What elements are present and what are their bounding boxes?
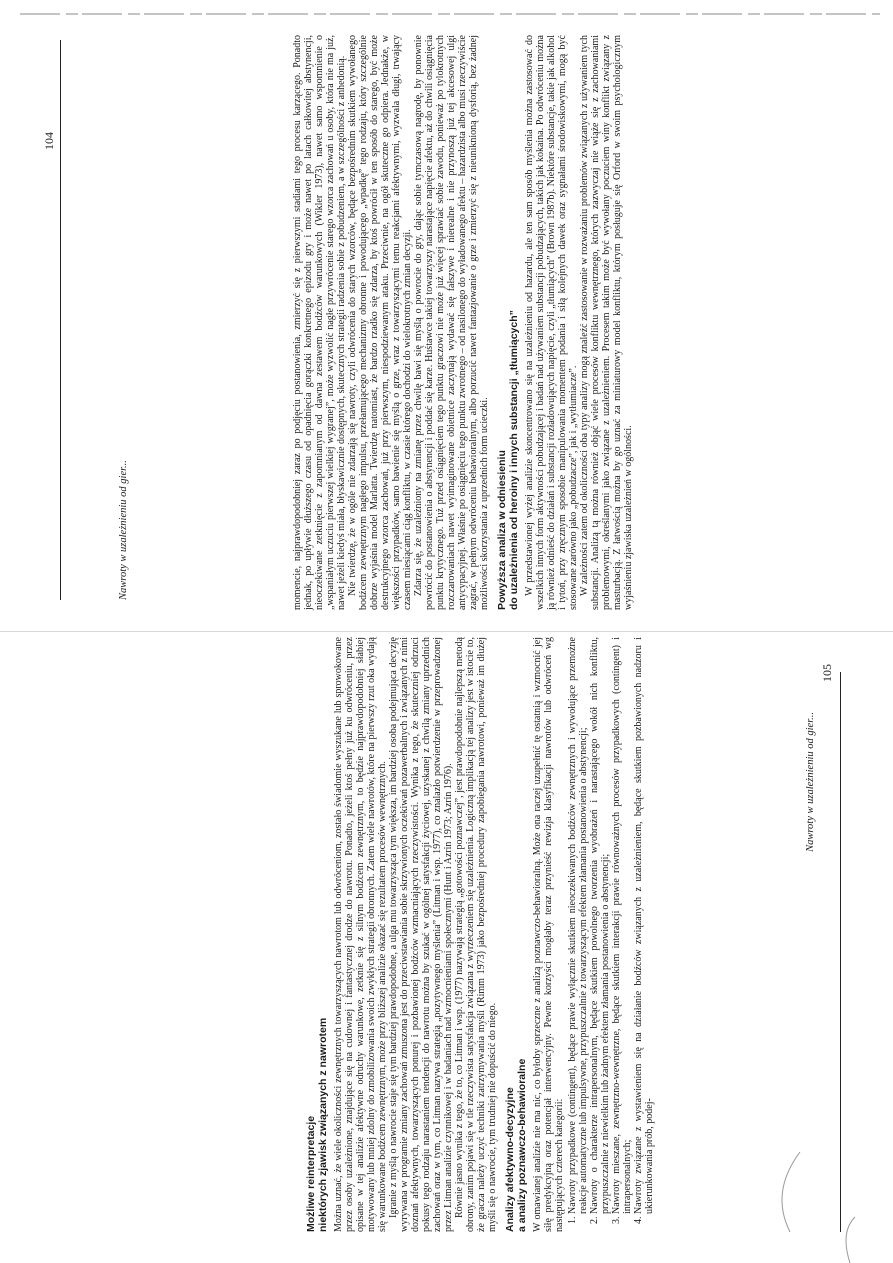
- section-heading: [504, 637, 528, 1232]
- page-number: 105: [820, 664, 834, 682]
- section-heading-line: do uzależnienia od heroiny i innych substancji „tłumiących”: [508, 310, 520, 610]
- paragraph: momencie, najprawdopodobniej zaraz po podjęciu postanowienia, zmierzyć się z pierwszymi stadiami tego procesu karzącego. Ponadto jednak, po upływie dłuższego czasu od opadnięcia gorączki konkretnego epizodu gry i może nawet po latach całkowitej abstynencji, nieoczekiwane zetknięcie z zapomnianym od dawna zestawem bodźców warunkowych (Wikler 1973), nawet samo wspomnienie o „wspaniałym uczuciu pierwszej wielkiej wygranej”, może wyzwolić nagłe przywrócenie starego wzorca zachowań u osoby, która nie ma już, nawet jeżeli kiedyś miała, błyskawicznie dostępnych, skutecznych strategii radzenia sobie z pobudzeniem, a w szczególności z anhedonią.: [292, 35, 347, 610]
- paragraph: Igranie z myślą o nawrocie staje się tym bardziej prawdopodobne, a ulga mu towarzysząca tym większa, im bardziej osoba podejmująca decyzję wyrywana w programie zmiany zachowań zmuszona jest do przeciwstawiania sobie skrzywionych oczekiwań pozawerbalnych i związanych z nimi doznań afektywnych, towarzyszących ponurej i pozbawionej bodźców wzmacniających rzeczywistości. Wynika z tego, że skuteczniej odrzuci pokusy tego rodzaju narastaniem tendencji do nawrotu można by szukać w ogólnej satysfakcji życiowej, uzyskanej z chwilą zmiany uprzednich zachowań oraz w tym, co Litman nazywa strategią „pozytywnego myślenia” (Litman i wsp. 1977), co znalazło potwierdzenie w przeprowadzonej przez Litman analizie czynnikowej i w badaniach nad wzmocnieniami społecznymi (Hunt i Azrin 1973; Azrin 1976).: [388, 637, 454, 1232]
- section-heading-line: a analizy poznawczo-behawioralne: [516, 1058, 528, 1232]
- list-item: 2. Nawroty o charakterze intrapersonalnym, będące skutkiem powolnego tworzenia wyobrażeń i narastającego wokół nich konfliktu, przypuszczalnie z niewielkim lub żadnym efektem złamania postanowienia o abstynencji;: [589, 637, 611, 1214]
- section-heading-line: niektórych zjawisk związanych z nawrotem: [317, 1017, 329, 1232]
- paragraph: Zdarza się, że uzależniony na zmianę przez chwilę bawi się myślą o powrocie do gry, dając sobie tymczasową nagrodę, by ponownie powrócić do postanowienia o abstynencji i poddać się karze. Huśtawce takiej towarzyszy narastające napięcie afektu, aż do chwili osiągnięcia punktu krytycznego. Tuż przed osiągnięciem tego punktu graczowi nie może już więcej sprawiać sobie zawodu, ponieważ po tylokrotnych rozczarowaniach nawet wyimaginowane obietnice zaczynają wydawać się fałszywe i nierealne i nie przynoszą już tej akcesowej ulgi antycypacyjnej. Właśnie po osiągnięciu tego punktu zwrotnego – od nasilonego do wyładowanego afektu – hazardzista albo musi rzeczywiście zagrać, w pełnym odwróceniu behawioralnym, albo porzucić nawet fantazjowanie o grze i zmierzyć się z nieuniknioną dysforią, bez żadnej możliwości skorzystania z uprzednich form ucieczki.: [413, 35, 490, 610]
- section-heading: [496, 35, 520, 610]
- page-number: 104: [42, 132, 56, 150]
- running-header: Nawroty w uzależnieniu od gier...: [805, 712, 816, 852]
- list-item: 1. Nawroty przypadkowe (contingent), będące prawie wyłącznie skutkiem nieoczekiwanych bodźców zewnętrznych i wywołujące przemożne reakcje automatyczne lub impulsywne, przypuszczalnie z towarzyszącym efektem złamania postanowienia o abstynencji;: [567, 637, 589, 1214]
- paragraph: Równie jasno wynika z tego, że to, co Litman i wsp. (1977) nazywają strategią „gotowości poznawczej”, jest prawdopodobnie najlepszą metodą obrony, zanim pojawi się w tle rzeczywista satysfakcja związana z wyrzeczeniem się uzależnienia. Logiczną implikacją tej analizy jest w istocie to, że gracza należy uczyć techniki zatrzymywania myśli (Rimm 1973) jako bezpośredniej procedury zapobiegania nawrotowi, ponieważ im dłużej myśli się o nawrocie, tym trudniej nie dopuścić do niego.: [454, 637, 498, 1232]
- page-105: [0, 632, 893, 1263]
- page-rule: [60, 40, 61, 600]
- paragraph: W omawianej analizie nie ma nic, co byłoby sprzeczne z analizą poznawczo-behawioralną. Może ona raczej uzupełnić tę ostatnią i wzmocnić jej siłę predykcyjną oraz potencjał interwencyjny. Pewne korzyści mogłaby teraz przynieść rewizja klasyfikacji nawrotów lub odwróceń wg następujących czterech kategorii:: [532, 637, 565, 1232]
- body-text: [305, 637, 815, 1232]
- section-heading: [305, 637, 329, 1232]
- paragraph: Nie twierdzę, że w ogóle nie zdarzają się nawroty, czyli odwrócenia do starych wzorców, będące bezpośrednim skutkiem wywołanego bodźcem zewnętrznym nagłego impulsu, przełamującego mechanizmy obronne i powodującego „wpadkę” tego rodzaju, który szczególnie dobrze wyjaśnia model Marlatta. Twierdzę natomiast, że bardzo rzadko się zdarza, by ktoś powrócił w ten sposób do starego, być może destrukcyjnego wzorca zachowań, już przy pierwszym, niespodziewanym ataku. Przeciwnie, na ogół skuteczne go odpiera. Jednakże, w większości przypadków, samo bawienie się myślą o grze, wraz z towarzyszącymi temu reakcjami afektywnymi, wyzwala długi, trwający czasem miesiącami ciąg konfliktu, w czasie którego dochodzi do wielokrotnych zmian decyzji.: [347, 35, 413, 610]
- list-item: 4. Nawroty związane z wystawieniem się na działanie bodźców związanych z uzależnieniem, będące skutkiem pozbawionych nadzoru i ukierunkowania prób, podej-: [633, 637, 655, 1214]
- paragraph: W zależności zatem od okoliczności oba typy analizy mogą znaleźć zastosowanie w rozważaniu problemów związanych z używaniem tych substancji. Analizą tą można również objąć wiele procesów konfliktu wewnętrznego, których zazwyczaj nie wiąże się z zachowaniami problemowymi, określanymi jako związane z uzależnieniem. Procesem takim może być wywołany poczuciem winy konflikt związany z masturbacją. Z łatwością można by go uznać za miniaturowy model konfliktu, którym posługuje się Orford w swoim psychologicznym wyjaśnieniu zjawiska uzależnień w ogólności.: [579, 35, 634, 610]
- body-text: [292, 35, 800, 610]
- section-heading-line: Możliwe reinterpretacje: [305, 1115, 317, 1232]
- relapse-category-list: [567, 637, 655, 1232]
- section-heading-line: Analizy afektywno-decyzyjne: [504, 1087, 516, 1232]
- paragraph: W przedstawionej wyżej analizie skoncentrowano się na uzależnieniu od hazardu, ale ten sam sposób myślenia można zastosować do wszelkich innych form aktywności pobudzającej i badań nad używaniem substancji pobudzających, takich jak kokaina. Po odwróceniu można ją również odnieść do działań i substancji rozładowujących napięcie, czyli „tłumiących” (Brown 1987b). Niektóre substancje, takie jak alkohol i tytoń, przy zręcznym sposobie manipulowania momentem podania i siłą kolejnych dawek oraz sygnałami środowiskowymi, mogą być stosowane zarówno jako „pobudzacze”, jak i „wytłumiacze”.: [524, 35, 579, 610]
- page-104: [0, 0, 893, 631]
- list-item: 3. Nawroty mieszane, zewnętrzno-wewnętrzne, będące skutkiem interakcji prawie równoważnych procesów przypadkowych (contingent) i intrapersonalnych;: [611, 637, 633, 1214]
- paragraph: Można uznać, że wiele okoliczności zewnętrznych towarzyszących nawrotom lub odwróceniom, zostało świadomie wyszukane lub sprowokowane przez osoby uzależnione, znajdujące się na cudownej i fantastycznej drodze do nawrotu. Ponadto, jeżeli ktoś pełny już ku odwróceniu, przez opisane w tej analizie afektywne odruchy warunkowe, zetknie się z silnym bodźcem zewnętrznym, to będzie najprawdopodobniej słabiej motywowany lub mniej zdolny do zmobilizowania swoich zwykłych strategii obronnych. Zatem wiele nawrotów, które na pierwszy rzut oka wydają się warunkowane bodźcem zewnętrznym, może przy bliższej analizie okazać się rezultatem procesów wewnętrznych.: [333, 637, 388, 1232]
- section-heading-line: Powyższa analiza w odniesieniu: [496, 450, 508, 610]
- scan-edge-marks: [0, 0, 893, 22]
- running-header: Nawroty w uzależnieniu od gier...: [118, 460, 129, 600]
